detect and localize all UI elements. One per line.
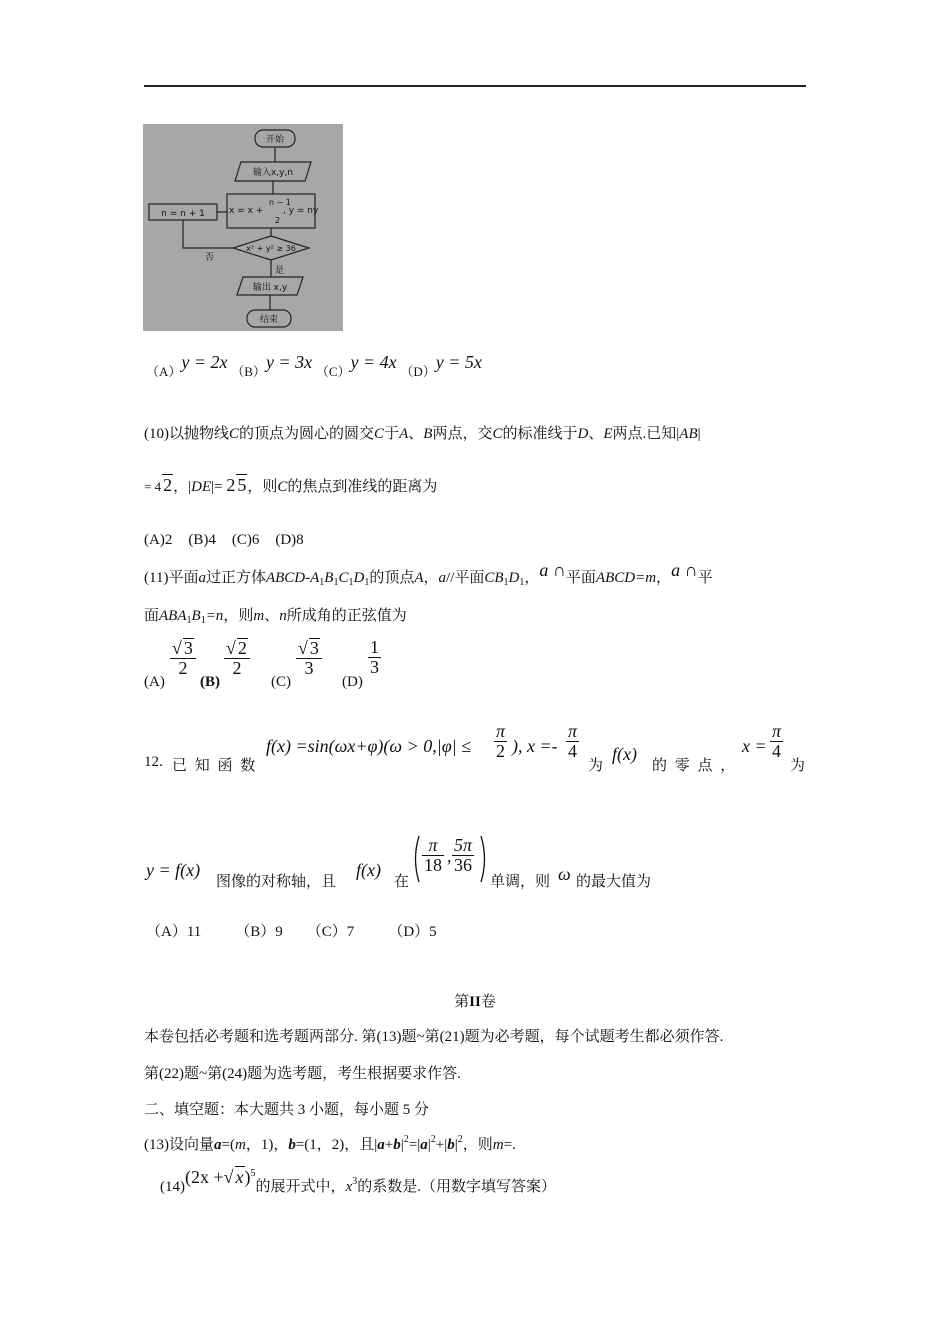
q11-var: B [191, 608, 201, 624]
q11-text: 平 [697, 570, 713, 586]
q10-option-a: (A)2 [144, 532, 173, 548]
q12-pi: π [568, 721, 578, 741]
q10-line1 [144, 422, 701, 443]
q10-var: C [229, 426, 240, 442]
q12-option-d: （D）5 [388, 924, 437, 940]
q11-text: ，则 [223, 608, 254, 624]
q10-text: 的顶点为圆心的圆交 [239, 426, 375, 442]
q11-option-b: $\frac{√ 2}{2}$ [224, 638, 250, 678]
q13-vec-a: a [214, 1137, 222, 1153]
q12-pi-over-2 [494, 722, 507, 761]
q11-text: ， [423, 570, 439, 586]
fc-increment: n = n + 1 [161, 209, 205, 219]
q11-cap: a ∩ [539, 560, 566, 580]
flowchart-image [143, 124, 343, 331]
q11-var: ABA [159, 608, 187, 624]
q12-line1 [144, 720, 809, 780]
q10-text: ，| [173, 479, 192, 495]
q10-var: DE [191, 479, 212, 495]
q11-var: m [253, 608, 265, 624]
q11-sub: 1 [503, 577, 509, 588]
q11-option-c-den: 3 [304, 657, 314, 678]
q12-two: 2 [496, 740, 506, 761]
q11-sub: 1 [519, 577, 525, 588]
q9-options [146, 352, 482, 381]
fc-output: 输出 x,y [252, 283, 288, 293]
q11-var: ABCD=m [595, 570, 657, 586]
q10-text: 两点，交 [432, 426, 493, 442]
q14-text: 的系数是.（用数字填写答案） [357, 1179, 556, 1195]
q11-text: 所成角的正弦值为 [286, 608, 407, 624]
q11-text: ， [656, 570, 672, 586]
q12-pi: π [772, 721, 782, 741]
fc-assign-num: n − 1 [269, 198, 291, 207]
q10-text: 于 [384, 426, 400, 442]
q13-vec-a: a [377, 1137, 385, 1153]
q12-int-b [452, 836, 474, 875]
q11-var: ABCD-A [265, 570, 320, 586]
q11-option-a: $\frac{√ 3}{2}$ [170, 638, 196, 678]
header-rule [144, 85, 806, 87]
q10-de-root: 5 [237, 475, 247, 495]
q11-text: 平面 [565, 570, 596, 586]
q12-text: 图像的对称轴，且 [216, 874, 337, 890]
q12-options [146, 920, 437, 941]
fc-input: 输入x,y,n [252, 168, 294, 178]
q12-number: 12. [144, 754, 163, 770]
q11-var: D [353, 570, 365, 586]
q12-four: 4 [772, 740, 782, 761]
q13-text: | [400, 1137, 404, 1153]
part2-intro-1: 本卷包括必考题和选考题两部分. 第(13)题~第(21)题为必考题，每个试题考生都必须作答. [144, 1029, 724, 1045]
q11-option-a-label: (A) [144, 674, 165, 690]
q11-var: n [279, 608, 287, 624]
q9-option-c: y = 4x [350, 352, 397, 372]
q13-text: =(1，2)，且| [295, 1137, 378, 1153]
q11-option-c-rad: 3 [309, 638, 319, 658]
q12-line2: y = f(x) 图像的对称轴，且 f(x) 在 $\frac{\pi}{18}$ , $\frac{5\pi}{36}$ 单调，则 ω 的最大值为 [146, 835, 652, 890]
q11-text: 的顶点 [369, 570, 415, 586]
part2-intro-2: 第(22)题~第(24)题为选考题，考生根据要求作答. [144, 1066, 461, 1082]
q11-var: D [508, 570, 520, 586]
q11-sub: 1 [186, 615, 192, 626]
q10-var: C [492, 426, 503, 442]
fc-decision: x² + y² ≥ 36 [246, 244, 296, 253]
q13-number: (13) [144, 1137, 169, 1153]
part2-title-b: II [469, 994, 481, 1010]
q11-sub: 1 [200, 615, 206, 626]
q9-option-c-label: （C） [315, 364, 351, 379]
q11-cap: a ∩ [671, 560, 698, 580]
q9-option-b: y = 3x [265, 352, 313, 372]
q13-text: | [427, 1137, 431, 1153]
q12-int-a-den: 18 [424, 854, 442, 875]
q12-option-b: （B）9 [235, 924, 283, 940]
q14-sup: 3 [352, 1176, 358, 1187]
q11-text: 平面 [168, 570, 199, 586]
q9-option-d: y = 5x [435, 352, 482, 372]
q9-option-b-label: （B） [231, 364, 266, 379]
q10-de-coef: 2 [226, 475, 236, 495]
q11-text: ， [524, 570, 540, 586]
q10-text: | [697, 426, 701, 442]
q10-text: 的标准线于 [502, 426, 578, 442]
flowchart-diagram [143, 124, 343, 331]
q11-sub: 1 [348, 577, 354, 588]
q13-text: =| [408, 1137, 421, 1153]
q11-option-b-rad: 2 [237, 638, 247, 658]
q11-option-b-den: 2 [232, 657, 242, 678]
q12-text: 在 [394, 874, 410, 890]
q9-option-a: y = 2x [181, 352, 228, 372]
q11-var: A [414, 570, 424, 586]
q12-text: 已 知 函 数 [172, 758, 258, 774]
q13-sup: 2 [403, 1134, 409, 1145]
q12-four: 4 [568, 740, 578, 761]
q13-sup: 2 [430, 1134, 436, 1145]
section-heading: 二、填空题：本大题共 3 小题，每小题 5 分 [144, 1102, 430, 1118]
q11-var: B [324, 570, 334, 586]
q10-line2 [144, 474, 437, 496]
q10-text: 的焦点到准线的距离为 [287, 479, 438, 495]
q11-var: =n [205, 608, 224, 624]
q11-option-a-den: 2 [178, 657, 188, 678]
q13-text: ，1)， [245, 1137, 289, 1153]
q13-vec-b: b [447, 1137, 455, 1153]
q10-text: 、 [408, 426, 424, 442]
q12-text: 的 零 点 ， [652, 758, 738, 774]
q10-options [144, 532, 304, 549]
q11-text: 、 [264, 608, 280, 624]
q10-var: AB [679, 426, 698, 442]
q11-option-d-num: 1 [370, 637, 379, 657]
part2-title-a: 第 [454, 994, 470, 1010]
q11-option-d [368, 638, 381, 677]
q10-option-b: (B)4 [188, 532, 216, 548]
q10-text: ，则 [247, 479, 278, 495]
q13-vec-b: b [393, 1137, 401, 1153]
q10-option-d: (D)8 [275, 532, 304, 548]
q12-int-a-num: π [422, 836, 444, 856]
q11-text: //平面 [446, 570, 485, 586]
q14: (14)(2x +√ x)$^5$的展开式中，$x^3$的系数是.（用数字填写答案） [160, 1167, 556, 1195]
q10-var: C [277, 479, 288, 495]
q10-ab-eq: = 4 [144, 479, 162, 494]
q10-var: E [603, 426, 613, 442]
q11-number: (11) [144, 570, 169, 586]
q14-expr-b: ) [244, 1167, 251, 1187]
q12-int-a [422, 836, 444, 875]
q12-int-b-den: 36 [454, 854, 473, 875]
q13-vec-a: a [420, 1137, 428, 1153]
q10-var: C [374, 426, 385, 442]
q13-text: + [384, 1137, 394, 1153]
q12-fx: f(x) [612, 744, 637, 764]
q12-pi: π [496, 721, 506, 741]
part2-title-c: 卷 [480, 994, 496, 1010]
q13-vec-b: b [288, 1137, 296, 1153]
q10-ab-root: 2 [163, 475, 173, 495]
q14-var: x [345, 1179, 353, 1195]
q10-var: D [577, 426, 589, 442]
q12-fx: f(x) [356, 860, 381, 880]
q14-number: (14) [160, 1179, 185, 1195]
q10-text: 两点.已知| [612, 426, 680, 442]
q9-option-d-label: （D） [400, 364, 436, 379]
q10-text: |= [211, 479, 223, 495]
q11-option-d-den: 3 [370, 656, 379, 677]
fc-no: 否 [205, 253, 215, 263]
q11-var: a [438, 570, 447, 586]
q12-text: 为 [790, 758, 806, 774]
q14-pow: 5 [250, 1168, 256, 1179]
q13 [144, 1133, 516, 1154]
q10-text: 以抛物线 [169, 426, 230, 442]
q11-option-a-rad: 3 [183, 638, 193, 658]
q14-root: x [235, 1167, 244, 1187]
q14-expr-a: (2x + [185, 1167, 224, 1187]
q11-option-c: $\frac{√ 3}{3}$ [296, 638, 322, 678]
q10-var: A [399, 426, 409, 442]
fc-assign-den: 2 [275, 216, 281, 225]
fc-assign-b: , y = ny [283, 206, 319, 216]
q11-line1 [144, 560, 713, 588]
q11-option-b-label: (B) [200, 674, 220, 690]
fc-yes: 是 [275, 266, 285, 276]
q12-function: f(x) =sin(ωx+φ)(ω > 0,|φ| ≤ [266, 736, 472, 756]
q11-option-c-label: (C) [271, 674, 291, 690]
q11-var: C [338, 570, 349, 586]
q12-y-fx: y = f(x) [146, 860, 201, 880]
q12-int-b-num: 5π [454, 835, 473, 855]
q12-x-eq: x = [742, 736, 767, 756]
q13-text: =( [221, 1137, 235, 1153]
part2-title [0, 990, 950, 1011]
q11-text: 面 [144, 608, 160, 624]
q10-number: (10) [144, 426, 169, 442]
q12-text: 为 [588, 758, 604, 774]
q13-var: m [492, 1137, 504, 1153]
q11-sub: 1 [364, 577, 370, 588]
fc-start: 开始 [265, 135, 285, 145]
q12-option-a: （A）11 [146, 924, 202, 940]
q12-omega: ω [558, 864, 571, 884]
q11-sub: 1 [319, 577, 325, 588]
q11-line2 [144, 604, 407, 626]
q13-text: | [454, 1137, 458, 1153]
q11-text: 过正方体 [205, 570, 266, 586]
q11-var: CB [484, 570, 504, 586]
q14-text: 的展开式中， [255, 1179, 346, 1195]
q10-var: B [423, 426, 433, 442]
q12-option-c: （C）7 [306, 924, 355, 940]
q11-sub: 1 [333, 577, 339, 588]
q10-option-c: (C)6 [231, 532, 260, 548]
q12-text: 的最大值为 [576, 874, 652, 890]
q12-pi-over-4b [770, 722, 783, 761]
q13-sup: 2 [457, 1134, 463, 1145]
q12-zero-eq: ), x =- [512, 736, 558, 756]
q13-text: 设向量 [169, 1137, 215, 1153]
q13-var: m [234, 1137, 246, 1153]
q13-text: =. [503, 1137, 516, 1153]
q13-text: +| [435, 1137, 448, 1153]
q11-var: a [198, 570, 206, 586]
q12-text: 单调，则 [490, 874, 551, 890]
fc-end: 结束 [259, 315, 279, 325]
q9-option-a-label: （A） [146, 364, 182, 379]
q12-pi-over-4a [566, 722, 579, 761]
q10-text: 、 [588, 426, 604, 442]
fc-assign-a: x = x + [229, 206, 264, 216]
q13-text: ，则 [462, 1137, 493, 1153]
q11-option-d-label: (D) [342, 674, 363, 690]
